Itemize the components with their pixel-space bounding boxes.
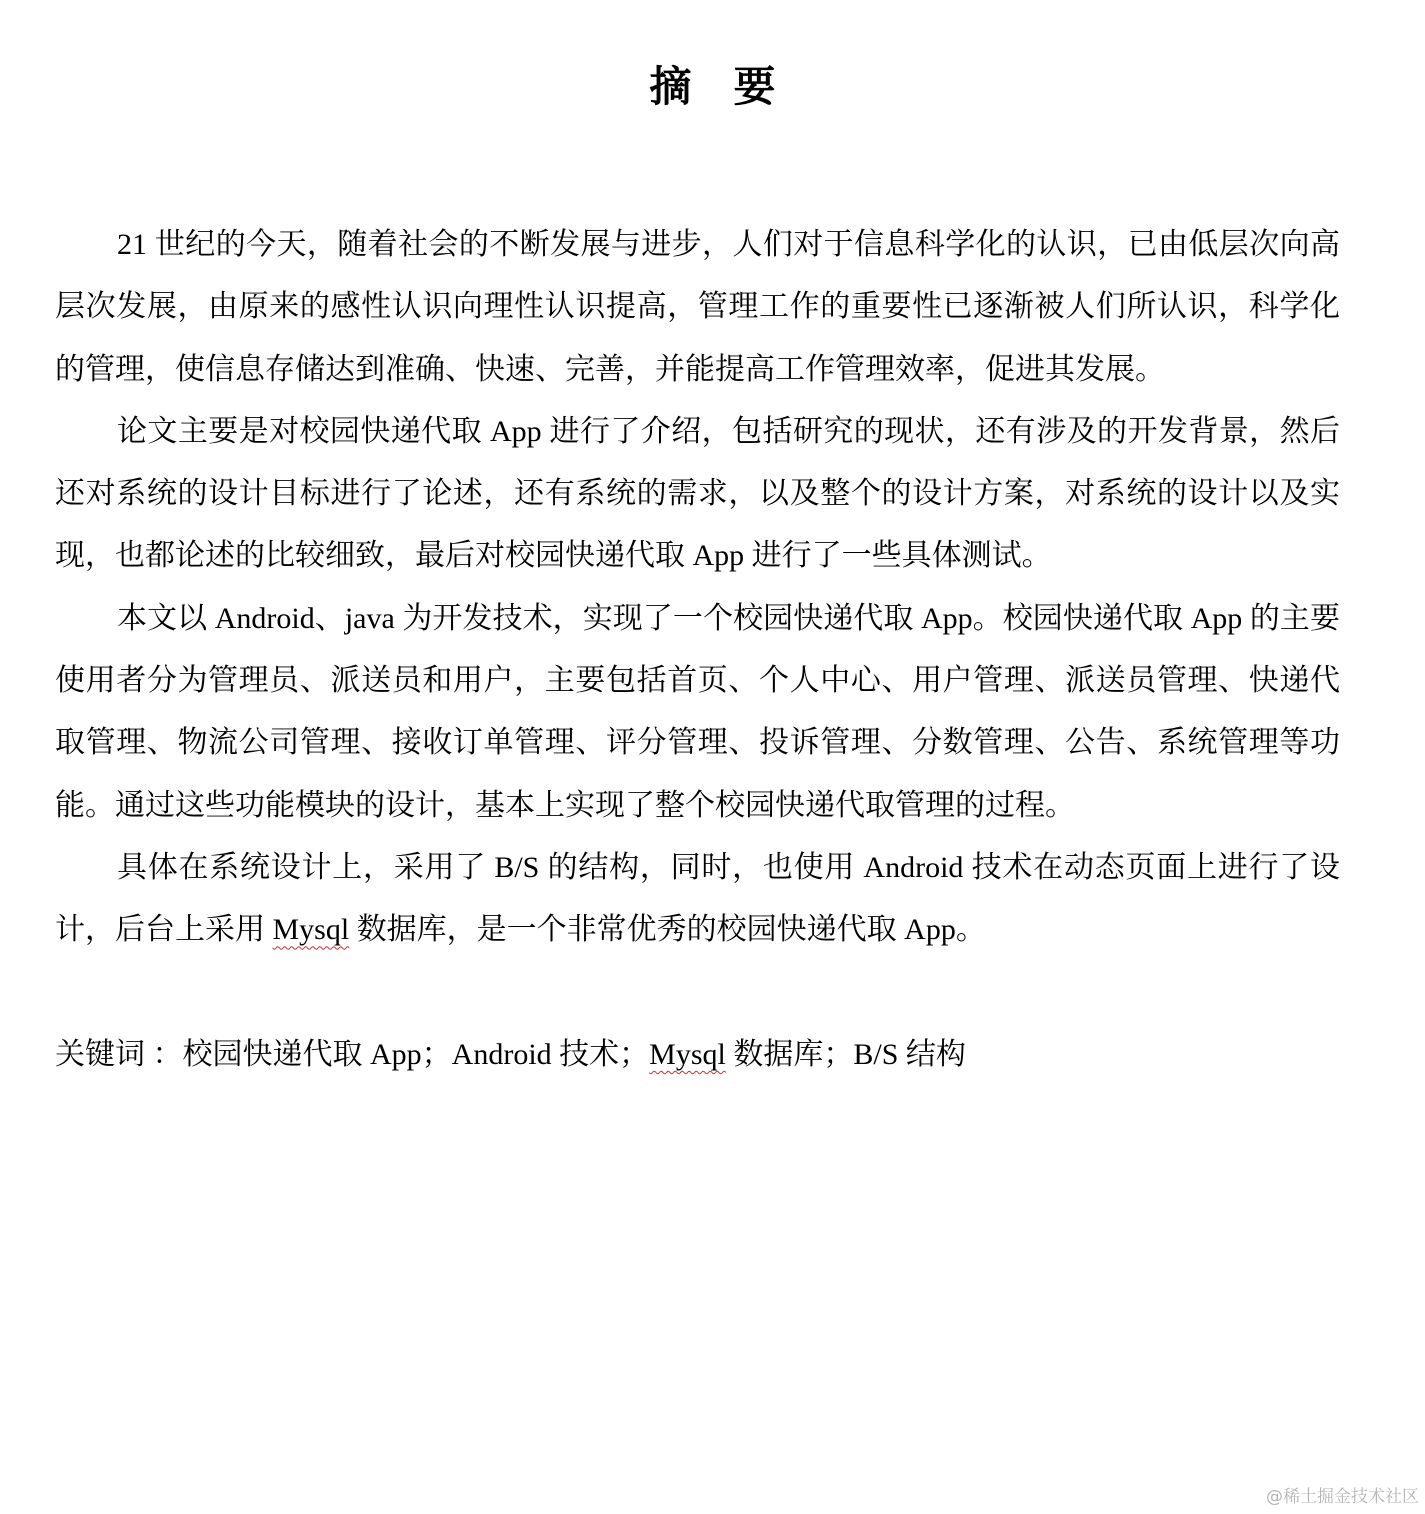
paragraph-overview: 论文主要是对校园快递代取 App 进行了介绍，包括研究的现状，还有涉及的开发背景，然后还对系统的设计目标进行了论述，还有系统的需求，以及整个的设计方案，对系统的设计以及实现，也都论述的比较细致，最后对校园快递代取 App 进行了一些具体测试。	[55, 414, 1340, 573]
abstract-title	[0, 58, 1425, 118]
paragraph-features: 本文以 Android、java 为开发技术，实现了一个校园快递代取 App。校园快递代取 App 的主要使用者分为管理员、派送员和用户，主要包括首页、个人中心、用户管理、派送员管理、快递代取管理、物流公司管理、接收订单管理、评分管理、投诉管理、分数管理、公告、系统管理等功能。通过这些功能模块的设计，基本上实现了整个校园快递代取管理的过程。	[55, 601, 1340, 822]
title-char-2: 要	[733, 65, 776, 111]
paragraph-intro: 21 世纪的今天，随着社会的不断发展与进步，人们对于信息科学化的认识，已由低层次向高层次发展，由原来的感性认识向理性认识提高，管理工作的重要性已逐渐被人们所认识，科学化的管理，使信息存储达到准确、快速、完善，并能提高工作管理效率，促进其发展。	[55, 228, 1340, 386]
spellcheck-flagged-word[interactable]: Mysql	[272, 913, 350, 947]
keywords-label: 关键词 ：	[55, 1038, 183, 1071]
watermark: @稀土掘金技术社区	[1266, 1487, 1419, 1507]
keywords-line	[55, 1024, 966, 1086]
title-char-1: 摘	[649, 65, 692, 111]
spellcheck-flagged-keyword[interactable]: Mysql	[649, 1038, 726, 1071]
abstract-body	[55, 214, 1340, 962]
paragraph-architecture	[55, 837, 1340, 962]
keywords-list-part-2: 数据库；B/S 结构	[725, 1038, 966, 1071]
keywords-list-part-1: 校园快递代取 App；Android 技术；	[182, 1038, 650, 1071]
paragraph-architecture-text-before: 具体在系统设计上，采用了 B/S 的结构，同时，也使用 Android 技术在动态页面上进行了设计，后台上采用	[55, 850, 1340, 947]
paragraph-architecture-text-after: 数据库，是一个非常优秀的校园快递代取 App。	[349, 913, 986, 947]
